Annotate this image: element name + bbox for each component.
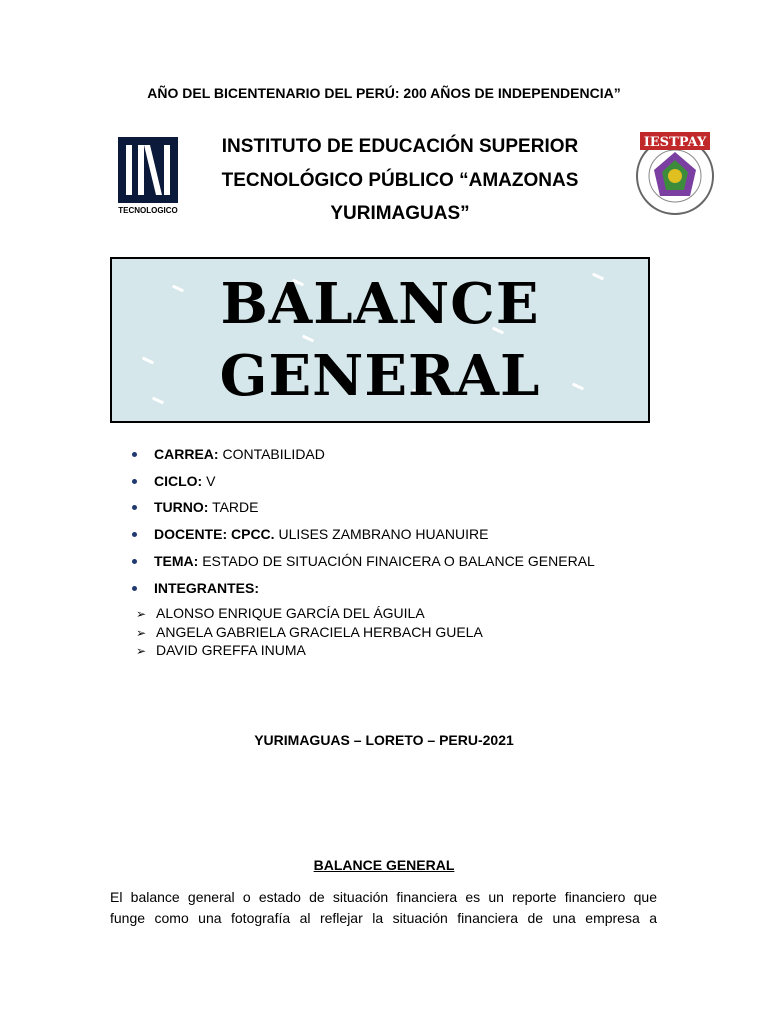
bullet-icon (132, 505, 137, 510)
body-paragraph (110, 887, 657, 929)
info-item: DOCENTE: CPCC. ULISES ZAMBRANO HUANUIRE (132, 526, 489, 542)
seal-caption: IESTPAY (643, 135, 707, 150)
info-item: TEMA: ESTADO DE SITUACIÓN FINAICERA O BALANCE GENERAL (132, 553, 595, 569)
year-heading: AÑO DEL BICENTENARIO DEL PERÚ: 200 AÑOS DE INDEPENDENCIA” (147, 85, 621, 101)
bullet-icon (132, 586, 137, 591)
institute-seal (632, 130, 718, 216)
arrow-bullet-icon: ➢ (136, 644, 147, 658)
institute-line: INSTITUTO DE EDUCACIÓN SUPERIOR (221, 136, 579, 157)
institute-line: YURIMAGUAS” (330, 203, 470, 224)
info-item: CICLO: V (132, 473, 215, 489)
bullet-icon (132, 452, 137, 457)
member-item: ➢ ALONSO ENRIQUE GARCÍA DEL ÁGUILA (136, 605, 425, 621)
institute-line: TECNOLÓGICO PÚBLICO “AMAZONAS (221, 169, 579, 191)
info-item: TURNO: TARDE (132, 499, 258, 515)
member-item: ➢ DAVID GREFFA INUMA (136, 642, 306, 658)
logo-caption: TECNOLOGICO (118, 206, 178, 215)
title-line: BALANCE (220, 271, 540, 337)
info-item: CARREA: CONTABILIDAD (132, 446, 325, 462)
arrow-bullet-icon: ➢ (136, 626, 147, 640)
paragraph-line: funge como una fotografía al reflejar la situación financiera de una empresa a (110, 910, 657, 926)
arrow-bullet-icon: ➢ (136, 607, 147, 621)
bullet-icon (132, 532, 137, 537)
bullet-icon (132, 479, 137, 484)
member-item: ➢ ANGELA GABRIELA GRACIELA HERBACH GUELA (136, 624, 483, 640)
paragraph-line: El balance general o estado de situación financiera es un reporte financiero que (110, 889, 657, 905)
institute-name (190, 130, 610, 231)
institute-logo (116, 135, 180, 217)
place-date: YURIMAGUAS – LORETO – PERU-2021 (254, 732, 514, 748)
title-banner (110, 257, 650, 423)
info-item: INTEGRANTES: (132, 580, 259, 596)
title-line: GENERAL (219, 343, 541, 409)
bullet-icon (132, 559, 137, 564)
section-heading: BALANCE GENERAL (313, 857, 455, 873)
